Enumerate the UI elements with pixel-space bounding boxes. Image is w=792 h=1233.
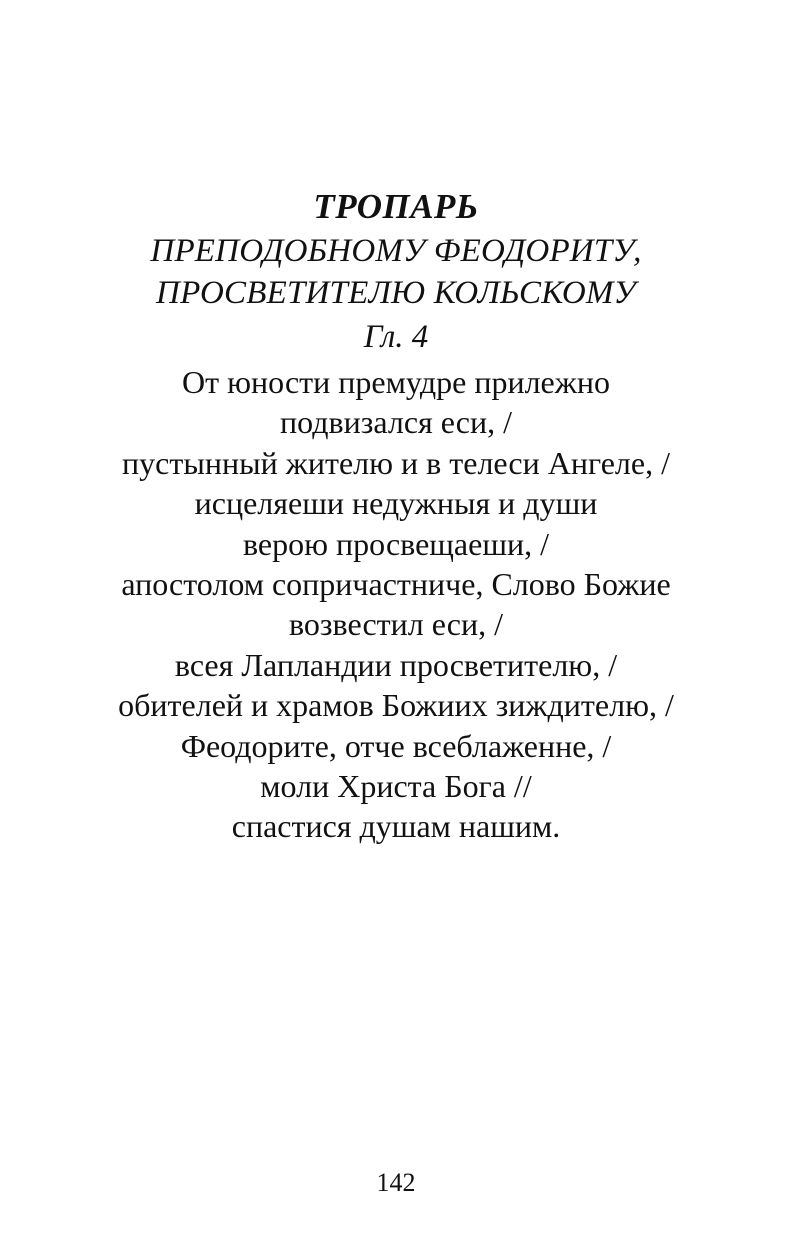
verse-line: обителей и храмов Божиих зиждителю, / <box>118 687 674 724</box>
verse-line: моли Христа Бога // <box>260 768 532 805</box>
dedication-line-1: ПРЕПОДОБНОМУ ФЕОДОРИТУ, <box>150 233 642 269</box>
verse-line: пустынный жителю и в телеси Ангеле, / <box>122 444 670 481</box>
tone-label: Гл. 4 <box>363 319 429 355</box>
verse-line: Феодорите, отче всеблаженне, / <box>180 727 612 764</box>
verse-line: верою просвещаеши, / <box>243 525 549 562</box>
verse-line: апостолом сопричастниче, Слово Божие <box>121 566 671 603</box>
page-number: 142 <box>376 1168 416 1197</box>
troparion-title: ТРОПАРЬ <box>313 187 479 226</box>
verse-line: От юности премудре прилежно <box>182 364 610 400</box>
verse-line: спастися душам нашим. <box>231 808 561 845</box>
troparion-heading <box>0 184 792 360</box>
dedication-line-2: ПРОСВЕТИТЕЛЮ КОЛЬСКОМУ <box>156 275 636 311</box>
verse-line: подвизался еси, / <box>280 404 512 441</box>
verse-line: всея Лапландии просветителю, / <box>174 646 618 683</box>
verse-line: возвестил еси, / <box>289 606 503 643</box>
troparion-text <box>0 362 792 847</box>
verse-line: исцеляеши недужныя и души <box>194 485 598 522</box>
